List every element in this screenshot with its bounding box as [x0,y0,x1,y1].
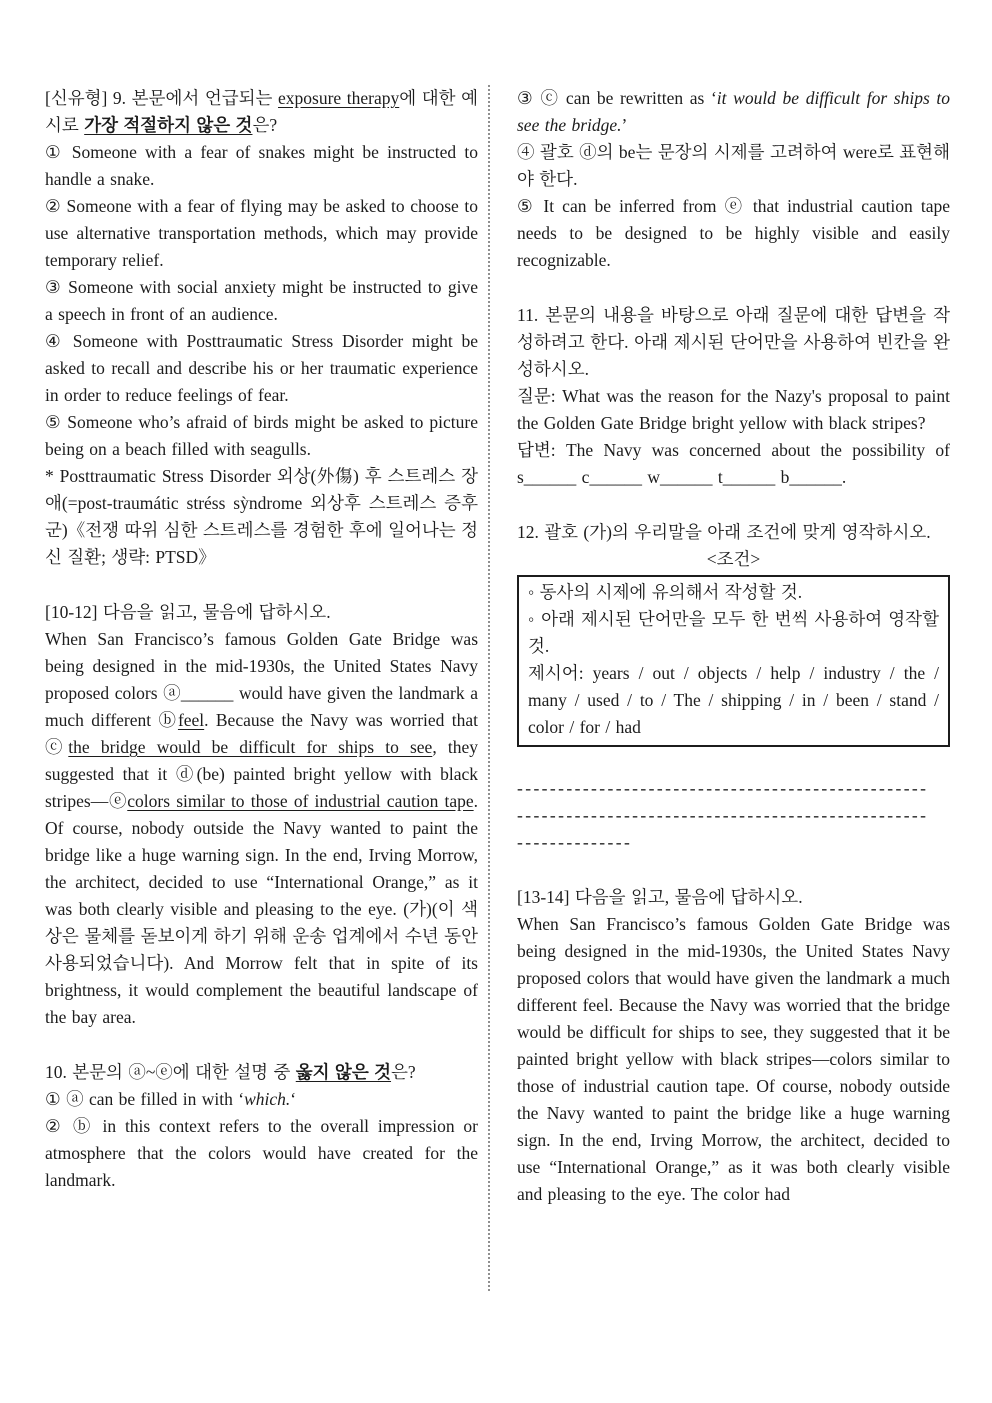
q10-option-1-text: ① ⓐ can be filled in with ‘ [45,1089,245,1109]
right-column [517,85,950,1208]
condition-box [517,575,950,747]
q10-option-1-italic: which. [244,1089,291,1109]
passage-underline-b: feel [177,710,205,730]
passage-text: When San Francisco’s famous Golden Gate Bridge was being designed in the mid-1930s, the United States Navy proposed colors ⓐ______ would have given the landmark a much different ⓑ [45,629,478,730]
q10-title-emphasis: 옳지 않은 것 [295,1062,392,1082]
answer-line-3: -------------- [517,832,633,852]
q10-title [45,1059,478,1086]
q10-option-3-italic: it would be difficult for ships to see the bridge. [517,88,951,135]
answer-line-2: -------------------------------------------------- [517,805,929,825]
q9-title-underlined-term: exposure therapy [278,88,400,108]
q10-title-text: 10. 본문의 ⓐ~ⓔ에 대한 설명 중 [45,1062,296,1082]
q9-title-emphasis: 가장 적절하지 않은 것 [84,115,253,135]
section-10-12-header: [10-12] 다음을 읽고, 물음에 답하시오. [45,602,331,622]
q11-title: 11. 본문의 내용을 바탕으로 아래 질문에 대한 답변을 작성하려고 한다. 아래 제시된 단어만을 사용하여 빈칸을 완성하시오. [517,305,950,379]
q12-condition-label: <조건> [706,549,761,569]
passage-underline-c: the bridge would be difficult for ships to see [68,737,433,757]
q9-title [45,85,478,139]
q10-option-3-text: ’ [621,115,628,135]
q10-option-4: ④ 괄호 ⓓ의 be는 문장의 시제를 고려하여 were로 표현해야 한다. [517,142,950,189]
q12-answer-lines [517,775,950,856]
q9-option-3: ③ Someone with social anxiety might be instructed to give a speech in front of an audience. [45,277,478,324]
q9-title-text: 에 대한 예시로 [45,88,478,135]
ptsd-footnote: * Posttraumatic Stress Disorder 외상(外傷) 후 스트레스 장애(=post-traumátic stréss sỳndrome 외상후 스트레스 증후군)《전쟁 따위 심한 스트레스를 경험한 후에 일어나는 정신 질환; 생략: PTSD》 [45,466,478,567]
q10-option-1 [45,1086,478,1113]
passage-text: , they suggested that it ⓓ(be) painted bright yellow with black stripes—ⓔ [45,737,478,811]
word-bank: 제시어: years / out / objects / help / industry / the / many / used / to / The / shipping / in / been / stand / color / for / had [528,663,939,737]
q11-answer-blank: 답변: The Navy was concerned about the possibility of s______ c______ w______ t______ b______. [517,440,950,487]
q9-title-text: [신유형] 9. 본문에서 언급되는 [45,88,279,108]
q9-option-5: ⑤ Someone who’s afraid of birds might be asked to picture being on a beach filled with seagulls. [45,412,478,459]
passage-10-12 [45,626,478,1031]
q10-option-3-text: ③ ⓒ can be rewritten as ‘ [517,88,717,108]
q9-title-text: 은? [252,115,278,135]
q10-option-3 [517,85,950,139]
left-column [45,85,478,1194]
q10-option-1-text: ‘ [290,1089,297,1109]
condition-item-2: ◦ 아래 제시된 단어만을 모두 한 번씩 사용하여 영작할 것. [528,609,939,656]
passage-text: . Of course, nobody outside the Navy wanted to paint the bridge like a huge warning sign. In the end, Irving Morrow, the architect, decided to use “International Orange,” as it was both clearly visible and pleasing to the eye. (가)(이 색상은 물체를 돋보이게 하기 위해 운송 업계에서 수년 동안 사용되었습니다). And Morrow felt that in spite of its brightness, it would complement the beautiful landscape of the bay area. [45,791,478,1027]
column-divider [488,85,490,1291]
q9-option-2: ② Someone with a fear of flying may be asked to choose to use alternative transportation methods, which may provide temporary relief. [45,196,478,270]
q10-option-5: ⑤ It can be inferred from ⓔ that industrial caution tape needs to be designed to be highly visible and easily recognizable. [517,196,950,270]
q11-question: 질문: What was the reason for the Nazy's proposal to paint the Golden Gate Bridge bright yellow with black stripes? [517,386,950,433]
q10-option-2: ② ⓑ in this context refers to the overall impression or atmosphere that the colors would have created for the landmark. [45,1116,478,1190]
answer-line-1: -------------------------------------------------- [517,778,929,798]
condition-item-1: ◦ 동사의 시제에 유의해서 작성할 것. [528,582,803,602]
passage-underline-e: colors similar to those of industrial caution tape [127,791,474,811]
q12-title: 12. 괄호 (가)의 우리말을 아래 조건에 맞게 영작하시오. [517,522,931,542]
q9-option-4: ④ Someone with Posttraumatic Stress Disorder might be asked to recall and describe his or her traumatic experience in order to reduce feelings of fear. [45,331,478,405]
passage-text: . Because the Navy was worried that ⓒ [45,710,479,757]
q9-option-1: ① Someone with a fear of snakes might be instructed to handle a snake. [45,142,478,189]
q10-title-text: 은? [391,1062,416,1082]
section-13-14-header: [13-14] 다음을 읽고, 물음에 답하시오. [517,887,803,907]
passage-13-14: When San Francisco’s famous Golden Gate Bridge was being designed in the mid-1930s, the United States Navy proposed colors that would have given the landmark a much different feel. Because the Navy was worried that the bridge would be difficult for ships to see, they suggested that it be painted bright yellow with black stripes—colors similar to those of industrial caution tape. Of course, nobody outside the Navy wanted to paint the bridge like a huge warning sign. In the end, Irving Morrow, the architect, decided to use “International Orange,” as it was both clearly visible and pleasing to the eye. The color had [517,914,950,1204]
